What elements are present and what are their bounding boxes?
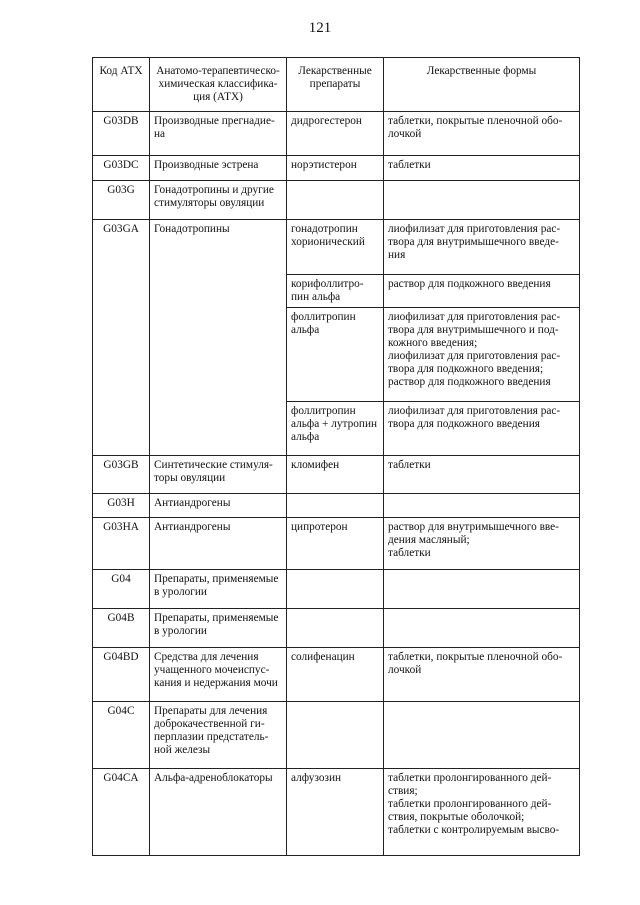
dosage-forms xyxy=(384,494,580,518)
drug-name: алфузозин xyxy=(287,769,384,856)
dosage-forms xyxy=(384,275,580,308)
dosage-form-line: таблетки пролонгированного дей-ствия; xyxy=(388,772,552,797)
dosage-form-line: лиофилизат для приготовления рас-твора для внутримышечного и под-кожного введения; xyxy=(388,311,561,349)
dosage-forms xyxy=(384,702,580,769)
atx-class: Антиандрогены xyxy=(150,494,287,518)
dosage-forms xyxy=(384,456,580,494)
table-row xyxy=(93,648,580,702)
dosage-forms xyxy=(384,402,580,456)
table-row xyxy=(93,156,580,181)
atx-code: G04BD xyxy=(93,648,150,702)
dosage-form-line: таблетки, покрытые пленочной обо-лочкой xyxy=(388,651,563,676)
atx-code: G04C xyxy=(93,702,150,769)
dosage-form-line: таблетки xyxy=(388,459,431,471)
atx-class: Средства для лечения учащенного мочеиспус-кания и недержания мочи xyxy=(150,648,287,702)
drug-name: фоллитропин альфа xyxy=(287,308,384,402)
dosage-forms xyxy=(384,609,580,648)
drug-name: ципротерон xyxy=(287,518,384,570)
drug-name: норэтистерон xyxy=(287,156,384,181)
dosage-forms xyxy=(384,181,580,220)
drug-name xyxy=(287,609,384,648)
drug-name: солифенацин xyxy=(287,648,384,702)
dosage-forms xyxy=(384,308,580,402)
drug-name: гонадотропин хорионический xyxy=(287,220,384,275)
dosage-form-line: лиофилизат для приготовления рас-твора для подкожного введения; xyxy=(388,350,561,375)
atx-table xyxy=(92,57,580,856)
dosage-forms xyxy=(384,648,580,702)
atx-class: Производные прегнадие-на xyxy=(150,112,287,156)
table-row xyxy=(93,609,580,648)
atx-class: Гонадотропины и другие стимуляторы овуляции xyxy=(150,181,287,220)
atx-code: G04B xyxy=(93,609,150,648)
table-row xyxy=(93,112,580,156)
header-code: Код АТХ xyxy=(93,58,150,112)
atx-code: G04CA xyxy=(93,769,150,856)
atx-class: Гонадотропины xyxy=(150,220,287,456)
table-row xyxy=(93,518,580,570)
dosage-form-line: лиофилизат для приготовления рас-твора для подкожного введения xyxy=(388,405,561,430)
dosage-form-line: таблетки пролонгированного дей-ствия, покрытые оболочкой; xyxy=(388,798,552,823)
dosage-forms xyxy=(384,112,580,156)
table-row xyxy=(93,570,580,609)
drug-name xyxy=(287,702,384,769)
header-drugs: Лекарственные препараты xyxy=(287,58,384,112)
atx-code: G03H xyxy=(93,494,150,518)
atx-class: Антиандрогены xyxy=(150,518,287,570)
atx-code: G03DB xyxy=(93,112,150,156)
dosage-form-line: таблетки xyxy=(388,159,431,171)
atx-class: Препараты для лечения доброкачественной ги-перплазии предстатель-ной железы xyxy=(150,702,287,769)
drug-name: фоллитропин альфа + лутропин альфа xyxy=(287,402,384,456)
dosage-form-line: таблетки с контролируемым высво- xyxy=(388,824,560,836)
drug-name xyxy=(287,181,384,220)
table-header-row xyxy=(93,58,580,112)
header-classification: Анатомо-терапевтическо-химическая классифика-ция (АТХ) xyxy=(150,58,287,112)
drug-name: корифоллитро-пин альфа xyxy=(287,275,384,308)
atx-code: G03DC xyxy=(93,156,150,181)
table-row xyxy=(93,769,580,856)
table-row xyxy=(93,494,580,518)
dosage-form-line: раствор для внутримышечного вве-дения масляный; xyxy=(388,521,559,546)
dosage-forms xyxy=(384,518,580,570)
dosage-forms xyxy=(384,220,580,275)
drug-name xyxy=(287,494,384,518)
dosage-form-line: раствор для подкожного введения xyxy=(388,376,551,388)
dosage-form-line: лиофилизат для приготовления рас-твора для внутримышечного введе-ния xyxy=(388,223,561,261)
drug-name: дидрогестерон xyxy=(287,112,384,156)
table-row xyxy=(93,702,580,769)
atx-class: Препараты, применяемые в урологии xyxy=(150,570,287,609)
atx-code: G04 xyxy=(93,570,150,609)
dosage-forms xyxy=(384,156,580,181)
dosage-form-line: таблетки xyxy=(388,547,431,559)
drug-name xyxy=(287,570,384,609)
atx-class: Синтетические стимуля-торы овуляции xyxy=(150,456,287,494)
drug-name: кломифен xyxy=(287,456,384,494)
atx-class: Альфа-адреноблокаторы xyxy=(150,769,287,856)
table-row xyxy=(93,220,580,275)
header-forms: Лекарственные формы xyxy=(384,58,580,112)
dosage-form-line: таблетки, покрытые пленочной обо-лочкой xyxy=(388,115,563,140)
atx-code: G03HA xyxy=(93,518,150,570)
atx-code: G03G xyxy=(93,181,150,220)
table-row xyxy=(93,456,580,494)
atx-code: G03GA xyxy=(93,220,150,456)
dosage-form-line: раствор для подкожного введения xyxy=(388,278,551,290)
atx-class: Производные эстрена xyxy=(150,156,287,181)
dosage-forms xyxy=(384,769,580,856)
page-number: 121 xyxy=(308,20,332,36)
atx-code: G03GB xyxy=(93,456,150,494)
table-row xyxy=(93,181,580,220)
dosage-forms xyxy=(384,570,580,609)
atx-class: Препараты, применяемые в урологии xyxy=(150,609,287,648)
